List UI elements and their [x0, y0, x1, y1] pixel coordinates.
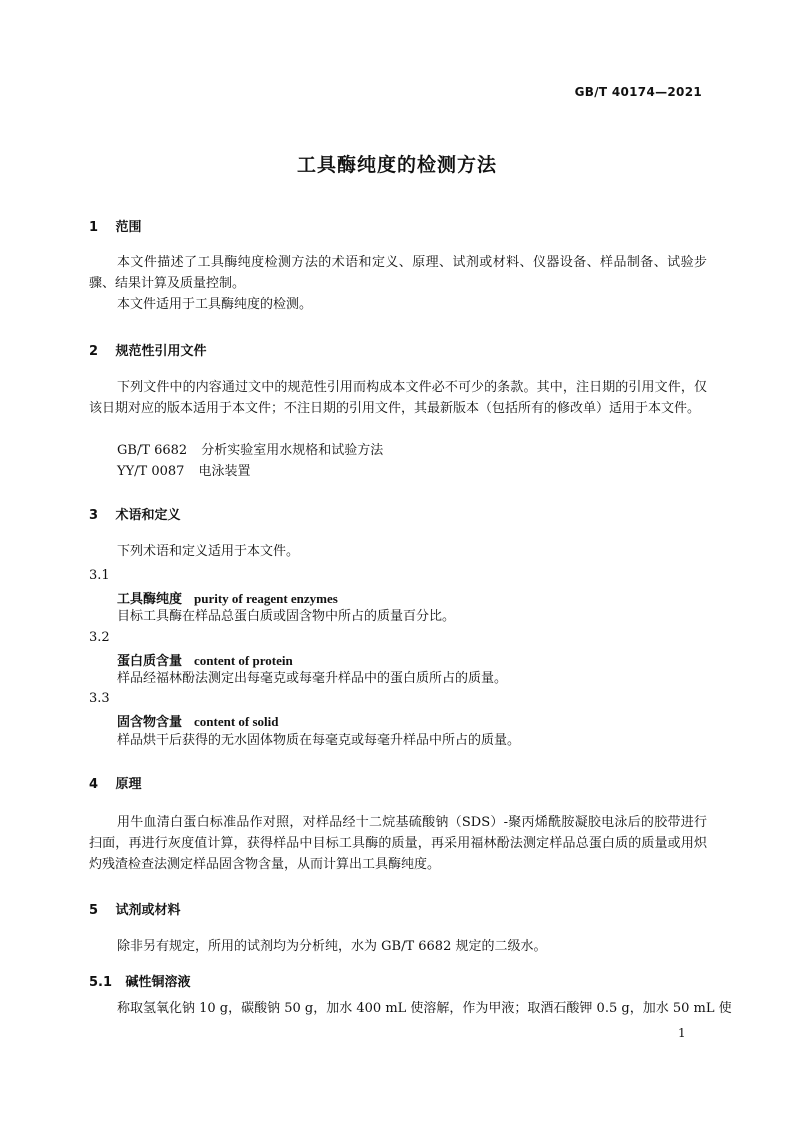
- section-title: 范围: [115, 220, 142, 235]
- subsection-5-1-paragraph: 称取氢氧化钠 10 g，碳酸钠 50 g，加水 400 mL 使溶解，作为甲液；取酒石酸钾 0.5 g，加水 50 mL 使: [117, 1001, 732, 1016]
- section-number: 4: [89, 777, 99, 792]
- section-5-heading: [89, 899, 181, 918]
- page-number: 1: [678, 1026, 686, 1040]
- section-number: 1: [89, 220, 99, 235]
- term-chinese: 固含物含量: [117, 715, 183, 730]
- section-title: 术语和定义: [115, 508, 181, 523]
- term-definition: 目标工具酶在样品总蛋白质或固含物中所占的质量百分比。: [117, 609, 456, 624]
- term-entry: [117, 650, 293, 669]
- section-title: 原理: [115, 777, 142, 792]
- term-number: 3.1: [89, 568, 110, 583]
- reference-name: 分析实验室用水规格和试验方法: [201, 443, 384, 458]
- section-5-paragraph-1: 除非另有规定，所用的试剂均为分析纯，水为 GB/T 6682 规定的二级水。: [117, 939, 547, 954]
- section-1-heading: [89, 216, 142, 235]
- subsection-number: 5.1: [89, 975, 113, 990]
- term-number: 3.3: [89, 691, 110, 706]
- term-english: content of protein: [194, 653, 293, 668]
- term-chinese: 蛋白质含量: [117, 654, 183, 669]
- term-definition: 样品经福林酚法测定出每毫克或每毫升样品中的蛋白质所占的质量。: [117, 671, 508, 686]
- reference-code: GB/T 6682: [117, 443, 188, 458]
- section-number: 2: [89, 344, 99, 359]
- section-3-paragraph-1: 下列术语和定义适用于本文件。: [117, 544, 300, 559]
- reference-name: 电泳装置: [198, 464, 251, 479]
- section-2-heading: [89, 340, 207, 359]
- reference-item: [117, 461, 250, 482]
- term-english: purity of reagent enzymes: [194, 591, 338, 606]
- page-title: 工具酶纯度的检测方法: [296, 154, 497, 176]
- section-3-heading: [89, 504, 181, 523]
- term-chinese: 工具酶纯度: [117, 592, 183, 607]
- section-4-paragraph-1: 用牛血清白蛋白标准品作对照，对样品经十二烷基硫酸钠（SDS）-聚丙烯酰胺凝胶电泳后的胶带进行扫面，再进行灰度值计算，获得样品中目标工具酶的质量，再采用福林酚法测定样品总蛋白质的质量或用炽灼残渣检查法测定样品固含物含量，从而计算出工具酶纯度。: [89, 815, 707, 872]
- section-2-paragraph-1: 下列文件中的内容通过文中的规范性引用而构成本文件必不可少的条款。其中，注日期的引用文件，仅该日期对应的版本适用于本文件；不注日期的引用文件，其最新版本（包括所有的修改单）适用于本文件。: [89, 380, 707, 416]
- term-entry: [117, 711, 279, 730]
- section-number: 3: [89, 508, 99, 523]
- section-number: 5: [89, 903, 99, 918]
- section-1-paragraph-1: 本文件描述了工具酶纯度检测方法的术语和定义、原理、试剂或材料、仪器设备、样品制备、试验步骤、结果计算及质量控制。: [89, 255, 707, 291]
- term-english: content of solid: [194, 714, 279, 729]
- reference-item: [117, 440, 383, 461]
- term-definition: 样品烘干后获得的无水固体物质在每毫克或每毫升样品中所占的质量。: [117, 733, 521, 748]
- term-number: 3.2: [89, 630, 110, 645]
- reference-code: YY/T 0087: [117, 464, 185, 479]
- section-1-paragraph-2: 本文件适用于工具酶纯度的检测。: [117, 297, 313, 312]
- section-title: 规范性引用文件: [115, 344, 207, 359]
- subsection-title: 碱性铜溶液: [125, 975, 191, 990]
- term-entry: [117, 588, 338, 607]
- subsection-5-1-heading: [89, 971, 191, 990]
- section-4-heading: [89, 773, 142, 792]
- standard-code: GB/T 40174—2021: [574, 85, 702, 99]
- section-title: 试剂或材料: [115, 903, 181, 918]
